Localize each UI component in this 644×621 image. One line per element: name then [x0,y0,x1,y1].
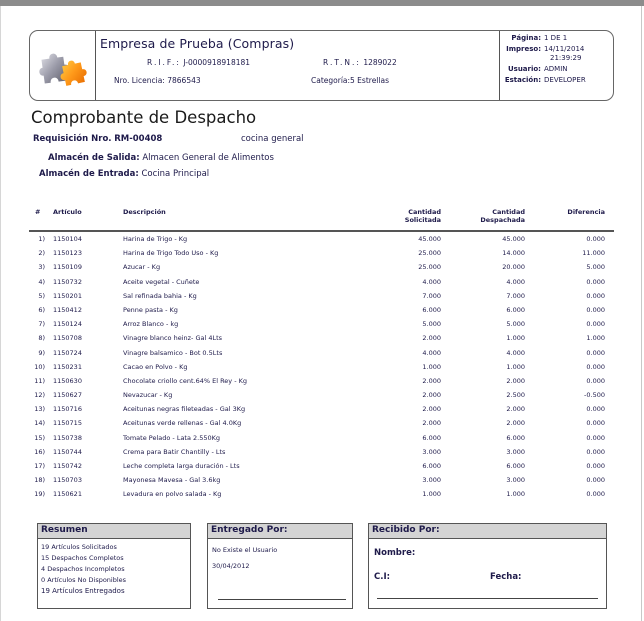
row-descripcion: Harina de Trigo Todo Uso - Kg [123,249,219,258]
row-despachada: 2.500 [506,391,525,400]
table-row [29,460,614,474]
report-header [29,30,614,101]
rif-value: J-0000918918181 [183,58,251,67]
row-diferencia: 0.000 [586,476,605,485]
row-solicitada: 25.000 [418,249,441,258]
table-row [29,233,614,247]
rtn-field [323,58,397,67]
impreso-label: Impreso: [506,45,541,53]
row-descripcion: Nevazucar - Kg [123,391,173,400]
entregado-body [208,539,352,577]
row-articulo: 1150621 [53,490,82,499]
row-num: 3) [38,263,45,272]
col-despachada-header: Cantidad Despachada [480,208,525,224]
row-articulo: 1150742 [53,462,82,470]
requisicion-note: cocina general [241,134,304,144]
rtn-label: R.T.N.: [323,58,361,67]
table-row [29,432,614,446]
rif-field [147,58,250,67]
row-diferencia: 0.000 [586,490,605,499]
table-row [29,446,614,460]
row-diferencia: 5.000 [586,263,605,272]
salida-value: Almacen General de Alimentos [142,153,274,163]
table-row [29,276,614,290]
usuario-value: ADMIN [544,65,568,73]
row-articulo: 1150124 [53,320,82,329]
row-despachada: 5.000 [506,320,525,329]
table-row [29,361,614,375]
row-diferencia: 0.000 [586,447,605,456]
row-solicitada: 3.000 [422,476,441,485]
row-articulo: 1150627 [53,391,82,400]
table-row [29,488,614,502]
row-articulo: 1150412 [53,305,82,314]
row-despachada: 4.000 [506,348,525,357]
usuario-label: Usuario: [507,65,541,73]
row-solicitada: 25.000 [418,263,441,272]
row-diferencia: 0.000 [586,277,605,286]
row-diferencia: -0.500 [584,391,605,400]
row-solicitada: 4.000 [422,277,441,286]
col-diferencia-header: Diferencia [567,208,605,216]
row-descripcion: Leche completa larga duración - Lts [123,462,240,470]
row-solicitada: 2.000 [422,391,441,400]
row-diferencia: 0.000 [586,291,605,300]
row-descripcion: Vinagre blanco heinz- Gal 4Lts [123,334,223,343]
row-num: 16) [34,447,45,456]
row-solicitada: 7.000 [422,291,441,300]
resumen-list [38,539,190,600]
col-articulo-header: Artículo [53,208,82,216]
licencia-value: 7866543 [167,76,201,85]
row-descripcion: Harina de Trigo - Kg [123,235,188,243]
row-articulo: 1150109 [53,263,82,272]
recibido-ci-label: C.I: [374,572,391,582]
entregado-name: No Existe el Usuario [212,546,278,554]
row-despachada: 3.000 [506,447,525,456]
row-num: 13) [34,405,45,414]
resumen-item: 15 Despachos Completos [41,554,124,562]
recibido-nombre-label: Nombre: [374,548,416,558]
row-diferencia: 0.000 [586,419,605,428]
row-articulo: 1150708 [53,334,82,343]
pagina-value: 1 DE 1 [544,34,568,42]
row-despachada: 1.000 [506,334,525,343]
row-solicitada: 45.000 [418,235,441,243]
row-num: 15) [34,433,45,442]
entregado-date: 30/04/2012 [212,562,250,570]
row-diferencia: 0.000 [586,462,605,470]
row-articulo: 1150738 [53,433,82,442]
table-row [29,290,614,304]
items-table-header [29,204,614,232]
row-diferencia: 0.000 [586,320,605,329]
table-row [29,375,614,389]
table-row [29,247,614,261]
row-diferencia: 0.000 [586,348,605,357]
impreso-time: 21:39:29 [550,54,582,62]
row-solicitada: 1.000 [422,362,441,371]
row-articulo: 1150703 [53,476,82,485]
row-num: 1) [38,235,45,243]
row-diferencia: 0.000 [586,433,605,442]
row-despachada: 3.000 [506,476,525,485]
row-despachada: 4.000 [506,277,525,286]
row-articulo: 1150744 [53,447,82,456]
row-solicitada: 2.000 [422,419,441,428]
estacion-value: DEVELOPER [544,76,586,84]
row-num: 9) [38,348,45,357]
row-diferencia: 0.000 [586,376,605,385]
resumen-box [37,523,191,609]
row-descripcion: Aceitunas negras fileteadas - Gal 3Kg [123,405,246,414]
row-descripcion: Chocolate criollo cent.64% El Rey - Kg [123,376,248,385]
row-num: 12) [34,391,45,400]
row-articulo: 1150716 [53,405,82,414]
table-row [29,304,614,318]
table-row [29,318,614,332]
row-num: 19) [34,490,45,499]
document-title: Comprobante de Despacho [31,108,257,127]
entregado-signature-line [218,599,346,601]
requisicion-value: RM-00408 [114,134,163,144]
table-row [29,474,614,488]
row-despachada: 6.000 [506,305,525,314]
row-num: 17) [34,462,45,470]
table-row [29,403,614,417]
table-row [29,417,614,431]
row-despachada: 6.000 [506,462,525,470]
row-solicitada: 6.000 [422,462,441,470]
row-descripcion: Azucar - Kg [123,263,161,272]
row-num: 14) [34,419,45,428]
row-despachada: 45.000 [502,235,525,243]
print-meta [500,31,613,100]
row-despachada: 2.000 [506,419,525,428]
resumen-item: 19 Artículos Entregados [41,587,125,595]
meta-impreso [500,45,613,54]
row-solicitada: 1.000 [422,490,441,499]
col-solicitada-header: Cantidad Solicitada [404,208,441,224]
row-descripcion: Mayonesa Mavesa - Gal 3.6kg [123,476,221,485]
resumen-item: 19 Artículos Solicitados [41,543,117,551]
row-diferencia: 0.000 [586,405,605,414]
row-despachada: 2.000 [506,376,525,385]
categoria-field [311,76,389,85]
row-solicitada: 6.000 [422,305,441,314]
resumen-title: Resumen [38,524,190,539]
entrada-label: Almacén de Entrada: [39,169,139,179]
row-descripcion: Vinagre balsamico - Bot 0.5Lts [123,348,223,357]
row-num: 6) [38,305,45,314]
estacion-label: Estación: [504,76,541,84]
row-diferencia: 0.000 [586,305,605,314]
requisicion-field [33,134,162,144]
recibido-title: Recibido Por: [369,524,606,539]
rif-label: R.I.F.: [147,58,181,67]
salida-label: Almacén de Salida: [48,153,140,163]
row-diferencia: 0.000 [586,235,605,243]
col-num-header: # [35,208,41,216]
categoria-value: 5 Estrellas [350,76,389,85]
resumen-item: 4 Despachos Incompletos [41,565,125,573]
row-num: 2) [38,249,45,258]
row-despachada: 20.000 [502,263,525,272]
puzzle-logo-icon [37,44,89,88]
recibido-fecha-label: Fecha: [490,572,522,582]
row-num: 10) [34,362,45,371]
col-descripcion-header: Descripción [123,208,166,216]
meta-usuario [500,65,613,74]
table-row [29,389,614,403]
row-descripcion: Tomate Pelado - Lata 2.550Kg [123,433,221,442]
row-solicitada: 5.000 [422,320,441,329]
row-despachada: 1.000 [506,362,525,371]
row-solicitada: 3.000 [422,447,441,456]
row-despachada: 1.000 [506,490,525,499]
row-descripcion: Penne pasta - Kg [123,305,178,314]
row-articulo: 1150715 [53,419,82,428]
company-name: Empresa de Prueba (Compras) [100,36,295,51]
almacen-salida-field [48,153,274,163]
row-num: 5) [38,291,45,300]
impreso-date: 14/11/2014 [544,45,585,53]
row-descripcion: Cacao en Polvo - Kg [123,362,188,371]
row-descripcion: Sal refinada bahia - Kg [123,291,197,300]
row-descripcion: Aceitunas verde rellenas - Gal 4.0Kg [123,419,242,428]
row-articulo: 1150231 [53,362,82,371]
rtn-value: 1289022 [363,58,397,67]
items-table-body [29,233,614,503]
row-solicitada: 4.000 [422,348,441,357]
row-descripcion: Crema para Batir Chantilly - Lts [123,447,226,456]
row-solicitada: 2.000 [422,334,441,343]
licencia-field [114,76,201,85]
entregado-box [207,523,353,609]
row-diferencia: 0.000 [586,362,605,371]
meta-impreso-time [500,54,613,63]
row-articulo: 1150630 [53,376,82,385]
row-articulo: 1150123 [53,249,82,258]
row-articulo: 1150104 [53,235,82,243]
row-despachada: 14.000 [502,249,525,258]
row-num: 11) [34,376,45,385]
row-num: 4) [38,277,45,286]
row-articulo: 1150724 [53,348,82,357]
table-row [29,261,614,275]
requisicion-label: Requisición Nro. [33,134,112,144]
categoria-label: Categoría: [311,76,351,85]
table-row [29,347,614,361]
row-num: 8) [38,334,45,343]
row-solicitada: 2.000 [422,376,441,385]
row-solicitada: 6.000 [422,433,441,442]
row-diferencia: 1.000 [586,334,605,343]
row-articulo: 1150201 [53,291,82,300]
row-descripcion: Arroz Blanco - kg [123,320,179,329]
row-num: 18) [34,476,45,485]
row-descripcion: Aceite vegetal - Cuñete [123,277,200,286]
table-row [29,332,614,346]
row-despachada: 7.000 [506,291,525,300]
row-despachada: 2.000 [506,405,525,414]
row-descripcion: Levadura en polvo salada - Kg [123,490,222,499]
row-despachada: 6.000 [506,433,525,442]
recibido-signature-line [377,598,598,600]
row-diferencia: 11.000 [582,249,605,258]
pagina-label: Página: [511,34,541,42]
row-solicitada: 2.000 [422,405,441,414]
entregado-title: Entregado Por: [208,524,352,539]
entrada-value: Cocina Principal [141,169,210,179]
meta-estacion [500,76,613,85]
almacen-entrada-field [39,169,209,179]
row-articulo: 1150732 [53,277,82,286]
recibido-box [368,523,607,609]
row-num: 7) [38,320,45,329]
resumen-item: 0 Artículos No Disponibles [41,576,127,584]
licencia-label: Nro. Licencia: [114,76,165,85]
company-logo [30,31,96,100]
meta-pagina [500,34,613,43]
company-info [96,31,500,100]
